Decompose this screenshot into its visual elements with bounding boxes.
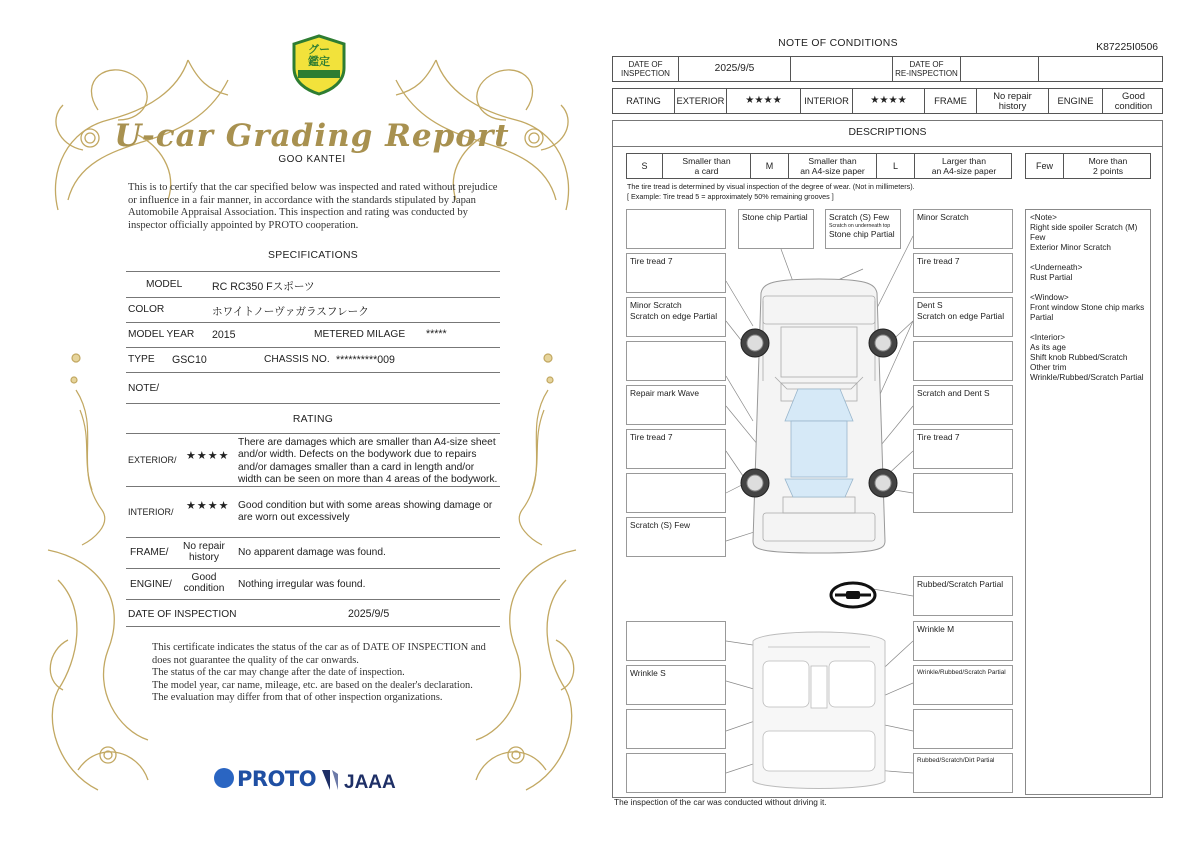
box-l5: Repair mark Wave: [626, 385, 726, 425]
proto-mark-icon: [214, 768, 234, 788]
box-r2: Tire tread 7: [913, 253, 1013, 293]
legend-m-desc: Smaller than an A4-size paper: [789, 154, 877, 178]
certificate-subtitle: GOO KANTEI: [278, 154, 346, 165]
model-label: MODEL: [146, 279, 183, 290]
model-value: RC RC350 Fスポーツ: [212, 281, 315, 293]
spec-row-model-year: [126, 323, 500, 348]
engine-value: Good condition: [183, 572, 225, 594]
proto-logo-text: PROTO: [237, 767, 317, 791]
box-r7: [913, 473, 1013, 513]
interior-stars: ★★★★: [186, 500, 230, 512]
box-l9: [626, 621, 726, 661]
note-frame-label: FRAME: [925, 89, 977, 113]
rating-row-exterior: [126, 435, 500, 487]
spec-row-model: [126, 273, 500, 298]
legend-few-desc: More than 2 points: [1088, 156, 1128, 176]
few-legend: [1025, 153, 1151, 179]
dates-table: [612, 56, 1163, 82]
drive-note: The inspection of the car was conducted without driving it.: [614, 797, 827, 807]
legend-l: L: [877, 154, 915, 178]
date-blank-2: [961, 57, 1039, 81]
date-blank-3: [1039, 57, 1164, 81]
legend-l-desc: Larger than an A4-size paper: [931, 156, 997, 176]
color-value: ホワイトノーヴァガラスフレーク: [212, 306, 369, 318]
exterior-description: There are damages which are smaller than A4-size sheet and/or width. Defects on the bodywork due to repairs and/or damages smaller than a card in length and/or width can be seen on more than 4 areas of the bodywork.: [238, 437, 498, 486]
tire-note-line-1: The tire tread is determined by visual inspection of the degree of wear. (Not in millimeters).: [627, 182, 915, 191]
rating-table: [612, 88, 1163, 114]
date-label: DATE OF INSPECTION: [128, 609, 237, 620]
jaaa-logo-text: JAAA: [344, 772, 396, 793]
box-r-steering: Rubbed/Scratch Partial: [913, 576, 1013, 616]
side-notes-panel: [1025, 209, 1151, 795]
goo-kantei-badge-icon: [290, 34, 348, 96]
engine-description: Nothing irregular was found.: [238, 579, 366, 590]
box-l1: [626, 209, 726, 249]
box-l3: Minor Scratch Scratch on edge Partial: [626, 297, 726, 337]
top-scratch-line-3: Stone chip Partial: [829, 229, 895, 239]
date-blank-1: [791, 57, 893, 81]
date-reinspection-label: DATE OF RE-INSPECTION: [893, 57, 961, 81]
rating-heading: RATING: [292, 414, 334, 425]
box-r5: Scratch and Dent S: [913, 385, 1013, 425]
box-r9: Wrinkle M: [913, 621, 1013, 661]
rating-row-interior: [126, 487, 500, 538]
legend-s: S: [627, 154, 663, 178]
note-id: K87225I0506: [1096, 42, 1158, 53]
note-engine-value: Good condition: [1114, 90, 1153, 111]
frame-value: No repair history: [183, 541, 225, 563]
badge-text: グー 鑑定: [308, 44, 330, 68]
box-r10: Wrinkle/Rubbed/Scratch Partial: [913, 665, 1013, 705]
exterior-label: EXTERIOR/: [128, 455, 177, 465]
note-exterior-label: EXTERIOR: [675, 89, 727, 113]
side-note-general: <Note> Right side spoiler Scratch (M) Few Exterior Minor Scratch: [1030, 213, 1138, 252]
type-value: GSC10: [172, 354, 207, 366]
box-l7: [626, 473, 726, 513]
date-inspection-label: DATE OF INSPECTION: [613, 57, 679, 81]
certificate-intro: This is to certify that the car specified below was inspected and rated without prejudice or influence in a fair manner, in accordance with the standards stipulated by Japan Automobile Appraisal Association. This inspection and rating was conducted by inspector officially appointed by PROTO cooperation.: [128, 182, 498, 231]
jaaa-logo: [320, 768, 396, 794]
box-l2: Tire tread 7: [626, 253, 726, 293]
ornament-side-right: [502, 350, 562, 550]
frame-label: FRAME/: [130, 547, 169, 558]
proto-logo: [214, 767, 316, 791]
note-frame-value: No repair history: [977, 89, 1049, 113]
engine-label: ENGINE/: [130, 579, 172, 590]
box-l10: Wrinkle S: [626, 665, 726, 705]
box-r6: Tire tread 7: [913, 429, 1013, 469]
note-of-conditions: [612, 34, 1164, 814]
grading-certificate: [38, 20, 586, 828]
legend-few: Few: [1026, 154, 1064, 178]
frame-description: No apparent damage was found.: [238, 547, 386, 558]
box-r4: [913, 341, 1013, 381]
color-label: COLOR: [128, 304, 165, 315]
legend-m: M: [751, 154, 789, 178]
spec-row-type: [126, 348, 500, 373]
box-r11: [913, 709, 1013, 749]
note-title: NOTE OF CONDITIONS: [778, 38, 898, 49]
ornament-side-left: [62, 350, 122, 550]
side-note-interior: <Interior> As its age Shift knob Rubbed/Scratch Other trim Wrinkle/Rubbed/Scratch Partial: [1030, 333, 1144, 382]
box-l6: Tire tread 7: [626, 429, 726, 469]
rating-label: RATING: [613, 89, 675, 113]
spec-row-note: [126, 373, 500, 404]
date-value: 2025/9/5: [348, 608, 390, 620]
interior-label: INTERIOR/: [128, 507, 174, 517]
rating-row-engine: [126, 569, 500, 600]
box-r12: Rubbed/Scratch/Dirt Partial: [913, 753, 1013, 793]
date-inspection-value: 2025/9/5: [679, 57, 791, 81]
rating-row-date: [126, 600, 500, 627]
jaaa-mark-icon: [320, 768, 340, 792]
note-interior-label: INTERIOR: [801, 89, 853, 113]
box-r1: Minor Scratch: [913, 209, 1013, 249]
chassis-value: **********009: [336, 354, 395, 366]
top-scratch-line-2: Scratch on underneath top: [829, 223, 891, 229]
box-l11: [626, 709, 726, 749]
chassis-label: CHASSIS NO.: [264, 354, 330, 365]
side-note-underneath: <Underneath> Rust Partial: [1030, 263, 1083, 282]
interior-description: Good condition but with some areas showing damage or are worn out excessively: [238, 500, 493, 524]
descriptions-panel: [612, 120, 1163, 798]
box-top-scratch: [825, 209, 901, 249]
note-interior-stars: ★★★★: [853, 89, 925, 113]
box-l12: [626, 753, 726, 793]
note-engine-label: ENGINE: [1049, 89, 1103, 113]
spec-row-color: [126, 298, 500, 323]
certificate-title: U-car Grading Report: [114, 118, 510, 154]
legend-s-desc: Smaller than a card: [663, 154, 751, 178]
specifications-heading: SPECIFICATIONS: [267, 250, 359, 261]
type-label: TYPE: [128, 354, 155, 365]
metered-milage-value: *****: [426, 328, 447, 340]
tire-note-line-2: [ Example: Tire tread 5 = approximately 50% remaining grooves ]: [627, 191, 834, 201]
metered-milage-label: METERED MILAGE: [314, 329, 406, 340]
box-l8: Scratch (S) Few: [626, 517, 726, 557]
top-scratch-line-1: Scratch (S) Few: [829, 212, 890, 222]
note-label: NOTE/: [128, 383, 160, 394]
side-note-window: <Window> Front window Stone chip marks Partial: [1030, 293, 1145, 322]
certificate-footer: This certificate indicates the status of the car as of DATE OF INSPECTION and does not guarantee the quality of the car onwards. The status of the car may change after the date of inspection. The model year, car name, mileage, etc. are based on the dealer's declaration. The evaluation may differ from that of other inspection organizations.: [152, 642, 486, 704]
box-top-stone-chip: Stone chip Partial: [738, 209, 814, 249]
box-l4: [626, 341, 726, 381]
descriptions-heading: DESCRIPTIONS: [848, 127, 927, 138]
model-year-value: 2015: [212, 329, 236, 341]
note-exterior-stars: ★★★★: [727, 89, 801, 113]
rating-row-frame: [126, 538, 500, 569]
box-r3: Dent S Scratch on edge Partial: [913, 297, 1013, 337]
model-year-label: MODEL YEAR: [128, 329, 195, 340]
exterior-stars: ★★★★: [186, 450, 230, 462]
